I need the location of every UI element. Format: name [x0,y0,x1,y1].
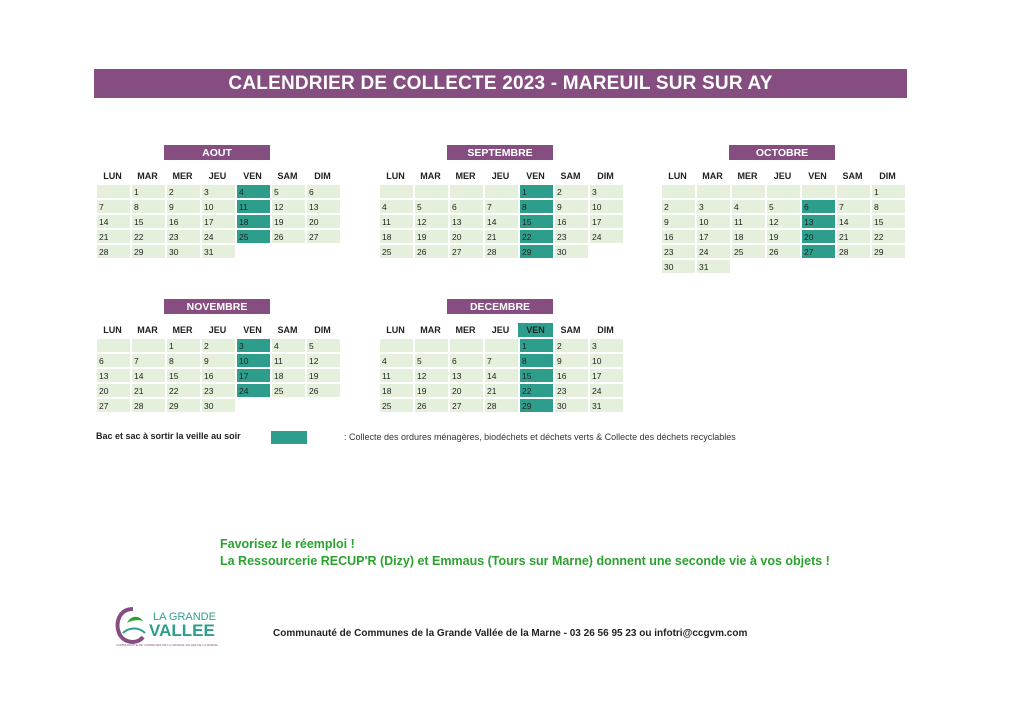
day-cell: 25 [237,230,270,243]
day-cell: 21 [485,384,518,397]
empty-cell [307,399,340,412]
day-cell: 1 [872,185,905,198]
day-name: SAM [560,171,581,181]
day-name: MER [455,325,476,335]
logo-line-1: LA GRANDE [153,611,216,623]
day-cell: 11 [237,200,270,213]
month-grid [380,185,625,260]
day-cell: 7 [485,200,518,213]
day-cell: 4 [237,185,270,198]
day-cell: 20 [450,384,483,397]
day-cell: 9 [202,354,235,367]
day-cell: 5 [415,354,448,367]
day-name: SAM [277,325,298,335]
day-name: MER [172,325,193,335]
day-cell: 14 [485,215,518,228]
day-cell: 22 [872,230,905,243]
day-cell: 9 [662,215,695,228]
day-cell: 23 [555,384,588,397]
week-row [380,384,625,399]
day-cell: 16 [662,230,695,243]
day-cell: 19 [415,384,448,397]
day-cell: 25 [380,399,413,412]
day-cell: 18 [237,215,270,228]
day-cell: 14 [485,369,518,382]
day-cell: 16 [167,215,200,228]
month-grid [97,185,342,260]
promo-line-1: Favorisez le réemploi ! [220,537,355,551]
legend-label: Bac et sac à sortir la veille au soir [96,431,241,441]
day-cell: 6 [450,354,483,367]
day-cell: 9 [555,200,588,213]
day-cell: 12 [307,354,340,367]
week-row [380,245,625,260]
day-cell: 12 [415,369,448,382]
day-cell: 3 [697,200,730,213]
day-cell: 14 [132,369,165,382]
day-cell: 5 [307,339,340,352]
week-row [662,200,907,215]
day-name: LUN [103,171,122,181]
day-cell: 18 [380,230,413,243]
day-cell: 13 [307,200,340,213]
week-row [97,215,342,230]
empty-cell [802,260,835,273]
day-cell: 19 [767,230,800,243]
day-cell: 13 [450,369,483,382]
week-row [97,384,342,399]
day-cell: 3 [237,339,270,352]
day-cell: 20 [802,230,835,243]
day-cell: 27 [450,245,483,258]
empty-cell [237,399,270,412]
day-names [95,323,340,337]
day-name: MER [172,171,193,181]
day-cell: 22 [132,230,165,243]
day-cell: 28 [485,399,518,412]
day-cell: 10 [697,215,730,228]
day-name: MAR [137,325,158,335]
day-cell: 16 [555,369,588,382]
empty-cell [485,185,518,198]
day-cell: 13 [802,215,835,228]
day-cell: 16 [202,369,235,382]
day-cell: 29 [167,399,200,412]
week-row [97,230,342,245]
day-cell: 1 [520,339,553,352]
day-name: LUN [103,325,122,335]
day-cell: 4 [272,339,305,352]
day-cell: 17 [237,369,270,382]
day-cell: 21 [132,384,165,397]
day-cell: 24 [697,245,730,258]
day-name: JEU [208,325,227,335]
week-row [97,185,342,200]
empty-cell [837,260,870,273]
month-header: OCTOBRE [729,145,835,160]
day-cell: 10 [590,200,623,213]
day-cell: 22 [167,384,200,397]
legend-swatch [271,431,307,444]
day-cell: 15 [520,215,553,228]
day-cell: 29 [520,245,553,258]
day-cell: 8 [132,200,165,213]
day-cell: 23 [202,384,235,397]
day-cell: 24 [237,384,270,397]
day-cell: 27 [450,399,483,412]
day-cell: 26 [307,384,340,397]
day-cell: 6 [450,200,483,213]
day-name: JEU [773,171,792,181]
day-name: DIM [597,171,614,181]
day-cell: 24 [590,384,623,397]
day-cell: 15 [132,215,165,228]
month-header: AOUT [164,145,270,160]
day-cell: 26 [767,245,800,258]
empty-cell [802,185,835,198]
empty-cell [732,260,765,273]
day-cell: 7 [837,200,870,213]
day-names [378,169,623,183]
day-cell: 3 [202,185,235,198]
day-cell: 1 [132,185,165,198]
day-name: MAR [137,171,158,181]
day-cell: 28 [97,245,130,258]
day-cell: 11 [272,354,305,367]
day-name: VEN [526,171,545,181]
day-cell: 12 [415,215,448,228]
day-cell: 24 [590,230,623,243]
day-cell: 27 [307,230,340,243]
week-row [662,215,907,230]
day-cell: 31 [590,399,623,412]
day-cell: 25 [272,384,305,397]
day-cell: 29 [520,399,553,412]
day-cell: 26 [415,399,448,412]
empty-cell [415,185,448,198]
empty-cell [415,339,448,352]
day-name: SAM [842,171,863,181]
day-cell: 24 [202,230,235,243]
day-cell: 1 [520,185,553,198]
day-names [95,169,340,183]
day-cell: 10 [590,354,623,367]
empty-cell [697,185,730,198]
page-title: CALENDRIER DE COLLECTE 2023 - MAREUIL SUR SUR AY [94,69,907,98]
day-cell: 28 [485,245,518,258]
month-header: SEPTEMBRE [447,145,553,160]
day-name: MER [455,171,476,181]
day-cell: 20 [307,215,340,228]
day-name: JEU [491,325,510,335]
day-cell: 19 [415,230,448,243]
empty-cell [590,245,623,258]
day-name: VEN [518,323,553,337]
day-cell: 2 [202,339,235,352]
day-cell: 22 [520,230,553,243]
week-row [380,354,625,369]
empty-cell [450,339,483,352]
day-cell: 18 [380,384,413,397]
week-row [662,260,907,275]
day-name: VEN [243,325,262,335]
day-name: LUN [668,171,687,181]
week-row [380,185,625,200]
day-cell: 23 [167,230,200,243]
day-cell: 17 [697,230,730,243]
day-cell: 27 [97,399,130,412]
day-cell: 3 [590,185,623,198]
day-cell: 13 [97,369,130,382]
footer-contact: Communauté de Communes de la Grande Vallée de la Marne - 03 26 56 95 23 ou infotri@ccgvm.com [273,628,748,639]
day-cell: 20 [97,384,130,397]
day-cell: 15 [167,369,200,382]
week-row [97,399,342,414]
day-cell: 4 [380,200,413,213]
day-name: JEU [491,171,510,181]
day-cell: 17 [202,215,235,228]
day-cell: 29 [132,245,165,258]
day-cell: 8 [167,354,200,367]
day-cell: 30 [202,399,235,412]
day-name: DIM [314,171,331,181]
day-cell: 11 [380,369,413,382]
empty-cell [380,185,413,198]
week-row [380,200,625,215]
week-row [380,215,625,230]
day-cell: 29 [872,245,905,258]
week-row [380,369,625,384]
day-cell: 21 [485,230,518,243]
day-cell: 13 [450,215,483,228]
day-cell: 7 [97,200,130,213]
day-cell: 8 [520,200,553,213]
day-name: DIM [314,325,331,335]
empty-cell [872,260,905,273]
day-cell: 28 [132,399,165,412]
day-name: VEN [808,171,827,181]
week-row [662,230,907,245]
day-name: MAR [702,171,723,181]
week-row [380,399,625,414]
day-name: SAM [277,171,298,181]
day-cell: 2 [167,185,200,198]
empty-cell [132,339,165,352]
empty-cell [272,245,305,258]
day-cell: 5 [767,200,800,213]
day-cell: 26 [415,245,448,258]
day-cell: 3 [590,339,623,352]
day-cell: 17 [590,215,623,228]
day-cell: 30 [167,245,200,258]
empty-cell [837,185,870,198]
day-cell: 20 [450,230,483,243]
day-names [660,169,905,183]
day-cell: 2 [555,185,588,198]
day-cell: 11 [380,215,413,228]
day-cell: 18 [272,369,305,382]
day-cell: 31 [697,260,730,273]
day-name: MAR [420,325,441,335]
day-name: MAR [420,171,441,181]
day-cell: 25 [380,245,413,258]
day-cell: 9 [555,354,588,367]
week-row [380,230,625,245]
day-name: MER [737,171,758,181]
empty-cell [380,339,413,352]
empty-cell [450,185,483,198]
empty-cell [767,185,800,198]
day-cell: 8 [520,354,553,367]
day-name: DIM [597,325,614,335]
empty-cell [97,185,130,198]
day-cell: 30 [555,399,588,412]
empty-cell [272,399,305,412]
day-cell: 14 [97,215,130,228]
day-cell: 14 [837,215,870,228]
month-header: NOVEMBRE [164,299,270,314]
day-names [378,323,623,337]
day-name: VEN [243,171,262,181]
day-cell: 5 [415,200,448,213]
day-cell: 2 [555,339,588,352]
day-cell: 25 [732,245,765,258]
month-grid [380,339,625,414]
empty-cell [732,185,765,198]
week-row [97,245,342,260]
day-cell: 27 [802,245,835,258]
day-cell: 12 [272,200,305,213]
day-cell: 7 [485,354,518,367]
day-cell: 19 [307,369,340,382]
day-cell: 2 [662,200,695,213]
day-cell: 7 [132,354,165,367]
day-cell: 26 [272,230,305,243]
empty-cell [237,245,270,258]
logo-line-2: VALLEE [149,621,215,640]
day-cell: 9 [167,200,200,213]
week-row [97,369,342,384]
day-cell: 15 [872,215,905,228]
week-row [97,339,342,354]
promo-message [220,536,830,570]
day-cell: 31 [202,245,235,258]
week-row [662,185,907,200]
day-cell: 21 [837,230,870,243]
day-cell: 4 [732,200,765,213]
empty-cell [485,339,518,352]
day-name: LUN [386,171,405,181]
day-cell: 30 [662,260,695,273]
empty-cell [662,185,695,198]
day-cell: 18 [732,230,765,243]
day-cell: 28 [837,245,870,258]
day-cell: 6 [307,185,340,198]
day-cell: 10 [237,354,270,367]
day-cell: 23 [662,245,695,258]
day-cell: 19 [272,215,305,228]
logo-tagline: COMMUNAUTE DE COMMUNES DE LA GRANDE VALLEE DE LA MARNE [116,643,218,647]
week-row [97,354,342,369]
month-grid [662,185,907,275]
day-cell: 15 [520,369,553,382]
day-name: DIM [879,171,896,181]
empty-cell [97,339,130,352]
la-grande-vallee-logo [113,603,228,648]
day-cell: 5 [272,185,305,198]
empty-cell [767,260,800,273]
day-cell: 30 [555,245,588,258]
day-name: LUN [386,325,405,335]
month-header: DECEMBRE [447,299,553,314]
day-cell: 22 [520,384,553,397]
day-cell: 17 [590,369,623,382]
week-row [662,245,907,260]
day-cell: 16 [555,215,588,228]
week-row [380,339,625,354]
day-cell: 6 [802,200,835,213]
day-cell: 11 [732,215,765,228]
day-cell: 6 [97,354,130,367]
day-cell: 23 [555,230,588,243]
month-grid [97,339,342,414]
day-cell: 8 [872,200,905,213]
empty-cell [307,245,340,258]
legend-description: : Collecte des ordures ménagères, biodéchets et déchets verts & Collecte des déchets recyclables [344,432,736,442]
day-cell: 4 [380,354,413,367]
day-name: JEU [208,171,227,181]
day-cell: 10 [202,200,235,213]
day-cell: 1 [167,339,200,352]
promo-line-2: La Ressourcerie RECUP'R (Dizy) et Emmaus (Tours sur Marne) donnent une seconde vie à vos objets ! [220,554,830,568]
day-name: SAM [560,325,581,335]
day-cell: 12 [767,215,800,228]
week-row [97,200,342,215]
day-cell: 21 [97,230,130,243]
